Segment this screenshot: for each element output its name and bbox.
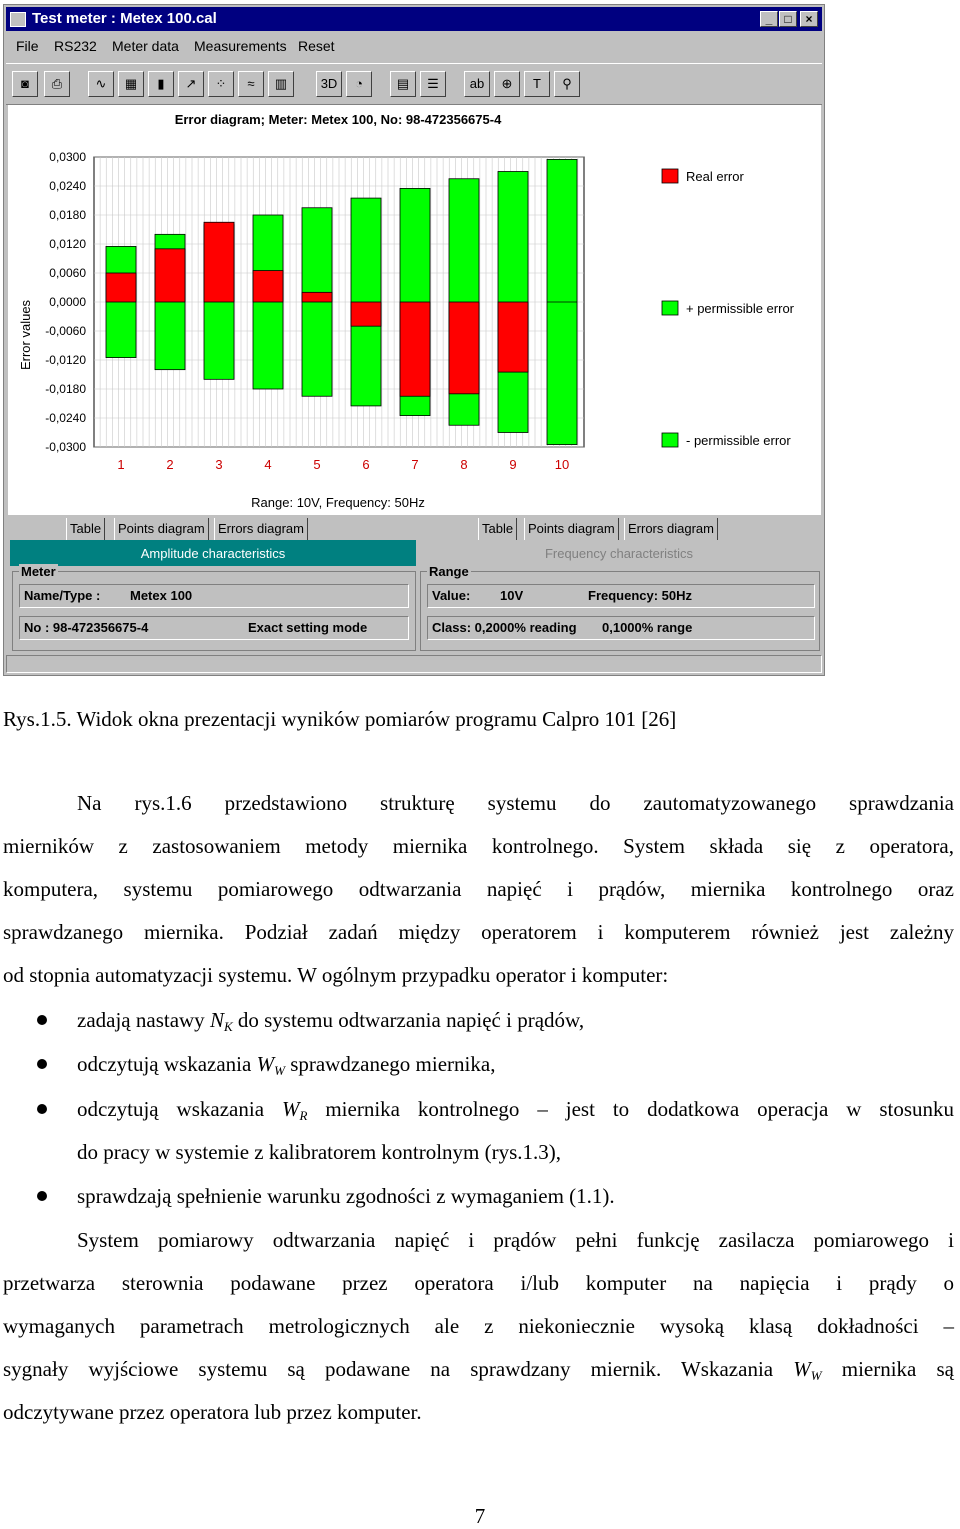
real-error-bar <box>253 271 283 302</box>
range-value-label: Value: <box>432 588 471 603</box>
x-tick-label: 3 <box>215 457 223 472</box>
x-tick-label: 1 <box>117 457 125 472</box>
chart-legend <box>662 169 795 448</box>
real-error-bar <box>351 302 381 326</box>
meter-name-type-field <box>19 584 409 608</box>
x-tick-label: 2 <box>166 457 174 472</box>
x-tick-label: 5 <box>313 457 321 472</box>
tab-points-diagram-frequency[interactable]: Points diagram <box>524 518 619 540</box>
app-icon <box>10 12 26 27</box>
magnifier-plus-icon[interactable]: ⊕ <box>494 71 520 97</box>
title-bar <box>6 7 822 31</box>
meter-group-label: Meter <box>21 564 56 579</box>
amplitude-characteristics-label[interactable]: Amplitude characteristics <box>140 546 286 561</box>
bullet-2 <box>77 1051 960 1084</box>
symbol-wr-letter: W <box>281 1097 300 1121</box>
toolbar <box>6 63 822 105</box>
bullet-4: sprawdzają spełnienie warunku zgodności z wymaganiem (1.1). <box>77 1184 615 1208</box>
paragraph-2-line-4-text: sygnały wyjściowe systemu są podawane na sprawdzany miernik. Wskazania <box>3 1357 794 1381</box>
symbol-ww-2 <box>793 1357 821 1381</box>
paragraph-2-line-2: przetwarza sterownia podawane przez operatora i/lub komputer na napięcia i prądy o <box>3 1271 954 1295</box>
y-tick-label: -0,0300 <box>45 440 86 454</box>
paragraph-1-line-5: od stopnia automatyzacji systemu. W ogólnym przypadku operator i komputer: <box>3 963 669 987</box>
bullet-1-marker <box>37 1015 47 1025</box>
window-title: Test meter : Metex 100.cal <box>32 10 217 27</box>
x-tick-label: 9 <box>509 457 517 472</box>
meter-name-type-label: Name/Type : <box>24 588 101 603</box>
chart-panel <box>8 105 821 515</box>
paragraph-2-line-4-end: miernika są <box>821 1357 954 1381</box>
real-error-bar <box>106 273 136 302</box>
menu-reset[interactable]: Reset <box>298 38 335 54</box>
tabs-frequency <box>418 518 820 566</box>
range-class-field <box>427 616 815 640</box>
legend-label: Real error <box>686 169 744 184</box>
table-chart-icon[interactable]: ▦ <box>118 71 144 97</box>
range-frequency: Frequency: 50Hz <box>588 588 693 603</box>
menu-bar <box>6 33 822 59</box>
paragraph-1-line-1: Na rys.1.6 przedstawiono strukturę systemu do zautomatyzowanego sprawdzania <box>77 791 954 815</box>
y-tick-labels <box>45 150 86 454</box>
meter-number: No : 98-472356675-4 <box>24 620 149 635</box>
meter-mode: Exact setting mode <box>248 620 368 635</box>
symbol-ww-2-sub: W <box>810 1368 822 1383</box>
tab-table-amplitude[interactable]: Table <box>66 518 105 540</box>
y-tick-label: 0,0120 <box>49 237 86 251</box>
bullet-2-marker <box>37 1059 47 1069</box>
x-tick-label: 4 <box>264 457 272 472</box>
real-error-bar <box>449 302 479 394</box>
camera-icon[interactable]: ◙ <box>12 71 38 97</box>
x-tick-label: 10 <box>554 457 570 472</box>
document-icon[interactable]: ▤ <box>390 71 416 97</box>
menu-file[interactable]: File <box>16 38 39 54</box>
trend-chart-icon[interactable]: ↗ <box>178 71 204 97</box>
symbol-wr-sub: R <box>299 1108 308 1123</box>
bullet-3-text: odczytują wskazania <box>77 1097 282 1121</box>
paragraph-2-line-5: odczytywane przez operatora lub przez komputer. <box>3 1400 422 1424</box>
close-button[interactable]: × <box>800 11 818 27</box>
legend-swatch <box>662 433 678 447</box>
symbol-ww-sub: W <box>274 1063 285 1078</box>
range-group-label: Range <box>429 564 469 579</box>
font-icon[interactable]: ab <box>464 71 490 97</box>
real-error-bar <box>498 302 528 372</box>
app-window <box>3 4 825 676</box>
bullet-3 <box>77 1096 954 1129</box>
histogram-icon[interactable]: ▥ <box>268 71 294 97</box>
paragraph-2-line-4 <box>3 1356 954 1389</box>
bullet-1-text: zadają nastawy <box>77 1008 210 1032</box>
y-tick-label: 0,0300 <box>49 150 86 164</box>
search-icon[interactable]: ⚲ <box>554 71 580 97</box>
tabs-amplitude <box>10 518 416 566</box>
x-tick-label: 6 <box>362 457 370 472</box>
bullet-3-continued: do pracy w systemie z kalibratorem kontrolnym (rys.1.3), <box>77 1140 562 1164</box>
printer-icon[interactable]: ⎙ <box>44 71 70 97</box>
bullet-1 <box>77 1007 960 1040</box>
paragraph-2-line-1: System pomiarowy odtwarzania napięć i prądów pełni funkcję zasilacza pomiarowego i <box>77 1228 954 1252</box>
real-error-bar <box>155 249 185 302</box>
bullet-4-marker <box>37 1191 47 1201</box>
range-class-reading: Class: 0,2000% reading <box>432 620 577 635</box>
symbol-wr <box>282 1097 307 1121</box>
chart-title: Error diagram; Meter: Metex 100, No: 98-472356675-4 <box>174 112 502 127</box>
range-value-field <box>427 584 815 608</box>
y-tick-label: -0,0120 <box>45 353 86 367</box>
symbol-nk-letter: N <box>209 1008 224 1032</box>
paragraph-1-line-4: sprawdzanego miernika. Podział zadań między operatorem i komputerem również jest zależny <box>3 920 954 944</box>
y-tick-label: -0,0180 <box>45 382 86 396</box>
maximize-button[interactable]: □ <box>779 11 797 27</box>
x-tick-label: 8 <box>460 457 468 472</box>
status-bar <box>6 655 822 673</box>
tab-errors-diagram-frequency[interactable]: Errors diagram <box>624 518 718 540</box>
3d-icon[interactable]: 3D <box>316 71 342 97</box>
symbol-ww-letter: W <box>256 1052 275 1076</box>
legend-swatch <box>662 169 678 183</box>
range-group <box>420 564 820 651</box>
scatter-chart-icon[interactable]: ⁘ <box>208 71 234 97</box>
x-tick-labels <box>117 457 569 472</box>
bullet-3-text-end: miernika kontrolnego – jest to dodatkowa operacja w stosunku <box>307 1097 954 1121</box>
meter-number-field <box>19 616 409 640</box>
y-tick-label: 0,0180 <box>49 208 86 222</box>
hammer-icon[interactable]: T <box>524 71 550 97</box>
y-tick-label: 0,0240 <box>49 179 86 193</box>
bullet-2-text: odczytują wskazania <box>77 1052 257 1076</box>
error-diagram-chart <box>8 105 821 515</box>
bullet-3-marker <box>37 1104 47 1114</box>
range-value: 10V <box>500 588 524 603</box>
y-axis-label: Error values <box>18 299 33 371</box>
legend-swatch <box>662 301 678 315</box>
line-chart-icon[interactable]: ∿ <box>88 71 114 97</box>
frequency-characteristics-label[interactable]: Frequency characteristics <box>544 546 694 561</box>
legend-label: - permissible error <box>686 433 791 448</box>
paragraph-1-line-2: mierników z zastosowaniem metody miernika kontrolnego. System składa się z operatora, <box>3 834 954 858</box>
symbol-nk-sub: K <box>223 1019 233 1034</box>
real-error-bar <box>302 292 332 302</box>
wave-chart-icon[interactable]: ≈ <box>238 71 264 97</box>
menu-meter-data[interactable]: Meter data <box>112 38 179 54</box>
real-error-bar <box>204 222 234 302</box>
symbol-ww-2-letter: W <box>793 1357 811 1381</box>
y-tick-label: -0,0060 <box>45 324 86 338</box>
bar-chart-icon[interactable]: ▮ <box>148 71 174 97</box>
pie-icon[interactable]: ◔ <box>346 71 372 97</box>
meter-group <box>12 564 416 651</box>
y-tick-label: 0,0060 <box>49 266 86 280</box>
paragraph-1-line-3: komputera, systemu pomiarowego odtwarzania napięć i prądów, miernika kontrolnego oraz <box>3 877 954 901</box>
symbol-ww <box>257 1052 285 1076</box>
minimize-button[interactable]: _ <box>760 11 778 27</box>
real-error-bar <box>400 302 430 396</box>
figure-caption: Rys.1.5. Widok okna prezentacji wyników pomiarów programu Calpro 101 [26] <box>3 707 677 731</box>
tab-errors-diagram-amplitude[interactable]: Errors diagram <box>214 518 308 540</box>
x-axis-label: Range: 10V, Frequency: 50Hz <box>251 495 425 510</box>
x-tick-label: 7 <box>411 457 419 472</box>
tab-table-frequency[interactable]: Table <box>478 518 517 540</box>
paragraph-2-line-3: wymaganych parametrach metrologicznych ale z niekoniecznie wysoką klasą dokładności – <box>3 1314 954 1338</box>
page-number: 7 <box>474 1504 486 1528</box>
menu-rs232[interactable]: RS232 <box>54 38 97 54</box>
bullet-2-text-end: sprawdzanego miernika, <box>284 1052 496 1076</box>
y-tick-label: -0,0240 <box>45 411 86 425</box>
bullet-1-text-end: do systemu odtwarzania napięć i prądów, <box>232 1008 585 1032</box>
range-class-range: 0,1000% range <box>602 620 693 635</box>
menu-measurements[interactable]: Measurements <box>194 38 287 54</box>
legend-label: + permissible error <box>686 301 795 316</box>
y-tick-label: 0,0000 <box>49 295 86 309</box>
tab-points-diagram-amplitude[interactable]: Points diagram <box>114 518 209 540</box>
list-icon[interactable]: ☰ <box>420 71 446 97</box>
symbol-nk <box>210 1008 233 1032</box>
meter-name-type-value: Metex 100 <box>130 588 193 603</box>
